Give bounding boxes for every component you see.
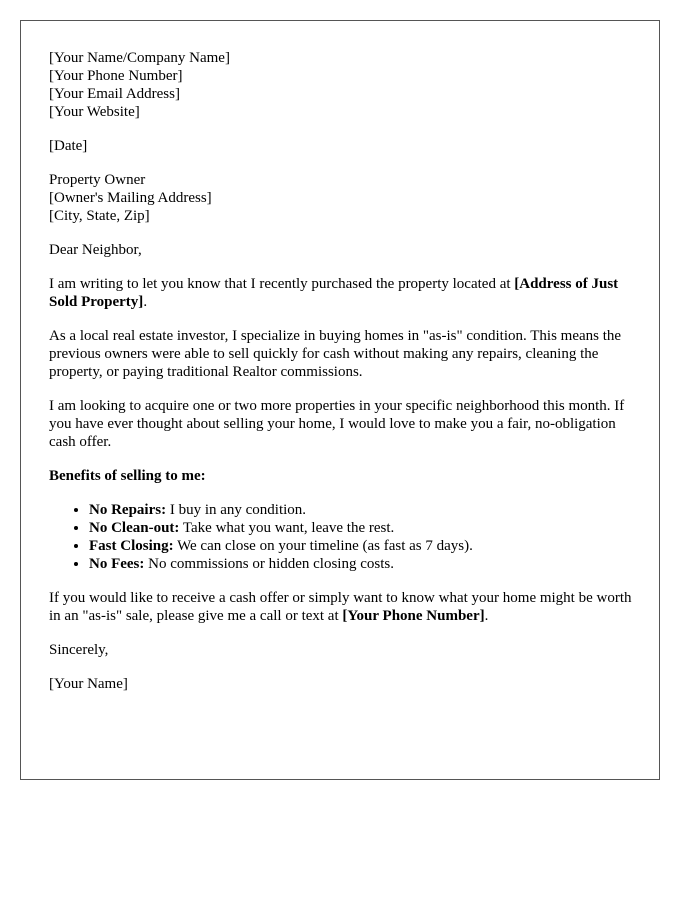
benefit-label: No Fees: xyxy=(89,556,145,572)
benefit-text: I buy in any condition. xyxy=(166,502,307,518)
acquisition-paragraph: I am looking to acquire one or two more properties in your specific neighborhood this month. If you have ever thought about selling your home, I would love to make you a fair, no-obligation cash offer. xyxy=(49,398,625,450)
benefits-heading xyxy=(49,467,634,485)
recipient-address: [Owner's Mailing Address] xyxy=(49,190,212,206)
sender-email: [Your Email Address] xyxy=(49,86,180,102)
benefit-item xyxy=(89,519,634,537)
benefit-label: No Repairs: xyxy=(89,502,167,518)
benefit-label: No Clean-out: xyxy=(89,520,180,536)
sender-name: [Your Name/Company Name] xyxy=(49,50,230,66)
intro-end: . xyxy=(143,294,148,310)
signature: [Your Name] xyxy=(49,676,128,692)
sender-block xyxy=(49,49,634,121)
closing-end: . xyxy=(484,608,489,624)
benefit-label: Fast Closing: xyxy=(89,538,174,554)
intro-text: I am writing to let you know that I recently purchased the property located at xyxy=(49,276,515,292)
letter-page xyxy=(20,20,660,780)
sender-phone: [Your Phone Number] xyxy=(49,68,183,84)
letter-content xyxy=(49,49,634,709)
recipient-title: Property Owner xyxy=(49,172,146,188)
recipient-city-state-zip: [City, State, Zip] xyxy=(49,208,150,224)
closing-paragraph xyxy=(49,589,634,625)
benefits-list xyxy=(49,501,634,573)
recipient-block xyxy=(49,171,634,225)
benefit-text: We can close on your timeline (as fast as 7 days). xyxy=(173,538,473,554)
phone-number-placeholder: [Your Phone Number] xyxy=(342,608,485,624)
benefits-heading-text: Benefits of selling to me: xyxy=(49,468,206,484)
benefit-text: Take what you want, leave the rest. xyxy=(179,520,395,536)
sender-website: [Your Website] xyxy=(49,104,140,120)
property-address-placeholder: [Address of Just Sold Property] xyxy=(49,276,619,310)
closing-text: If you would like to receive a cash offer or simply want to know what your home might be worth in an "as-is" sale, please give me a call or text at xyxy=(49,590,632,624)
intro-paragraph xyxy=(49,275,634,311)
investor-paragraph: As a local real estate investor, I specialize in buying homes in "as-is" condition. This means the previous owners were able to sell quickly for cash without making any repairs, cleaning the property, or paying traditional Realtor commissions. xyxy=(49,328,622,380)
salutation: Dear Neighbor, xyxy=(49,242,142,258)
letter-date: [Date] xyxy=(49,138,88,154)
benefit-item xyxy=(89,537,634,555)
benefit-text: No commissions or hidden closing costs. xyxy=(144,556,394,572)
signoff: Sincerely, xyxy=(49,642,109,658)
benefit-item xyxy=(89,501,634,519)
benefit-item xyxy=(89,555,634,573)
